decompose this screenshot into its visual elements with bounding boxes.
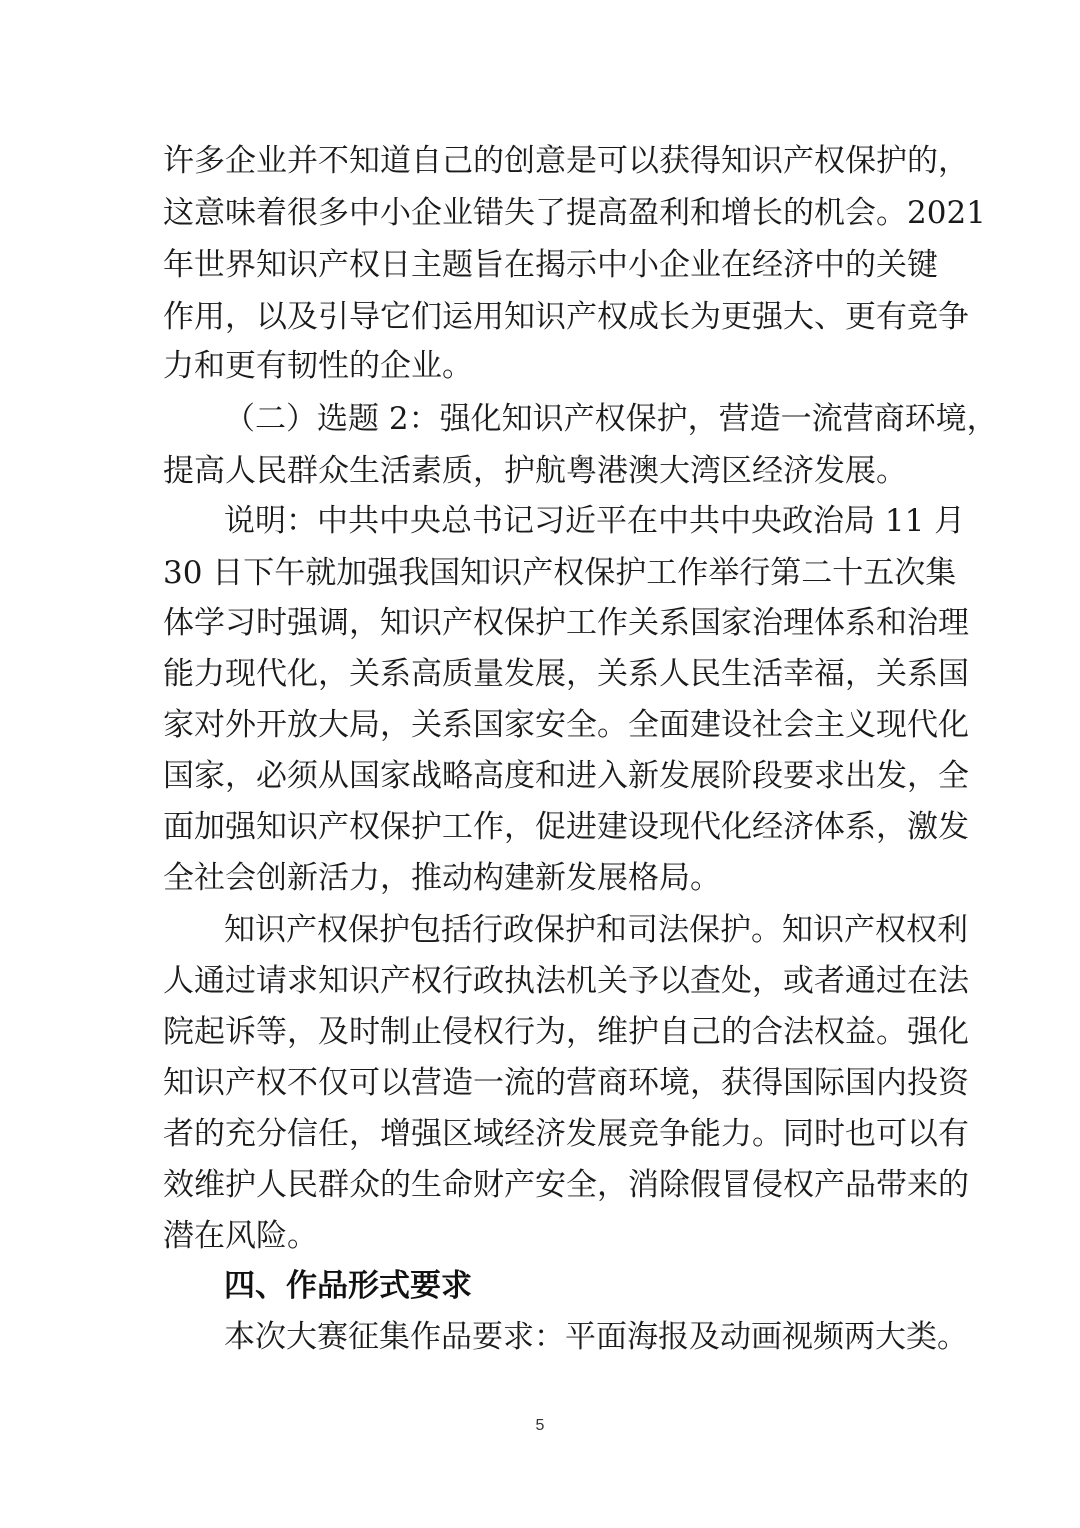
topic-heading-line: 提高人民群众生活素质，护航粤港澳大湾区经济发展。 — [163, 453, 907, 489]
paragraph-line: 说明：中共中央总书记习近平在中共中央政治局 11 月 — [224, 503, 966, 539]
paragraph-line: 年世界知识产权日主题旨在揭示中小企业在经济中的关键 — [163, 247, 938, 283]
paragraph-line: 30 日下午就加强我国知识产权保护工作举行第二十五次集 — [163, 555, 957, 591]
page-number: 5 — [535, 1417, 545, 1434]
paragraph-line: 者的充分信任，增强区域经济发展竞争能力。同时也可以有 — [163, 1116, 969, 1152]
paragraph-line: 知识产权保护包括行政保护和司法保护。知识产权权利 — [224, 912, 968, 948]
topic-heading-line: （二）选题 2：强化知识产权保护，营造一流营商环境， — [224, 401, 998, 437]
paragraph-line: 本次大赛征集作品要求：平面海报及动画视频两大类。 — [224, 1319, 968, 1355]
paragraph-line: 家对外开放大局，关系国家安全。全面建设社会主义现代化 — [163, 707, 969, 743]
section-heading: 四、作品形式要求 — [224, 1268, 472, 1304]
paragraph-line: 人通过请求知识产权行政执法机关予以查处，或者通过在法 — [163, 963, 969, 999]
paragraph-line: 面加强知识产权保护工作，促进建设现代化经济体系，激发 — [163, 809, 969, 845]
paragraph-line: 许多企业并不知道自己的创意是可以获得知识产权保护的， — [163, 143, 969, 179]
paragraph-line: 作用，以及引导它们运用知识产权成长为更强大、更有竞争 — [163, 299, 969, 335]
paragraph-line: 院起诉等，及时制止侵权行为，维护自己的合法权益。强化 — [163, 1014, 969, 1050]
paragraph-line: 力和更有韧性的企业。 — [163, 348, 473, 384]
paragraph-line: 国家，必须从国家战略高度和进入新发展阶段要求出发，全 — [163, 758, 969, 794]
paragraph-line: 全社会创新活力，推动构建新发展格局。 — [163, 860, 721, 896]
paragraph-line: 效维护人民群众的生命财产安全，消除假冒侵权产品带来的 — [163, 1167, 969, 1203]
paragraph-line: 能力现代化，关系高质量发展，关系人民生活幸福，关系国 — [163, 656, 969, 692]
paragraph-line: 知识产权不仅可以营造一流的营商环境，获得国际国内投资 — [163, 1065, 969, 1101]
paragraph-line: 体学习时强调，知识产权保护工作关系国家治理体系和治理 — [163, 605, 969, 641]
paragraph-line: 潜在风险。 — [163, 1218, 318, 1254]
paragraph-line: 这意味着很多中小企业错失了提高盈利和增长的机会。2021 — [163, 195, 986, 231]
